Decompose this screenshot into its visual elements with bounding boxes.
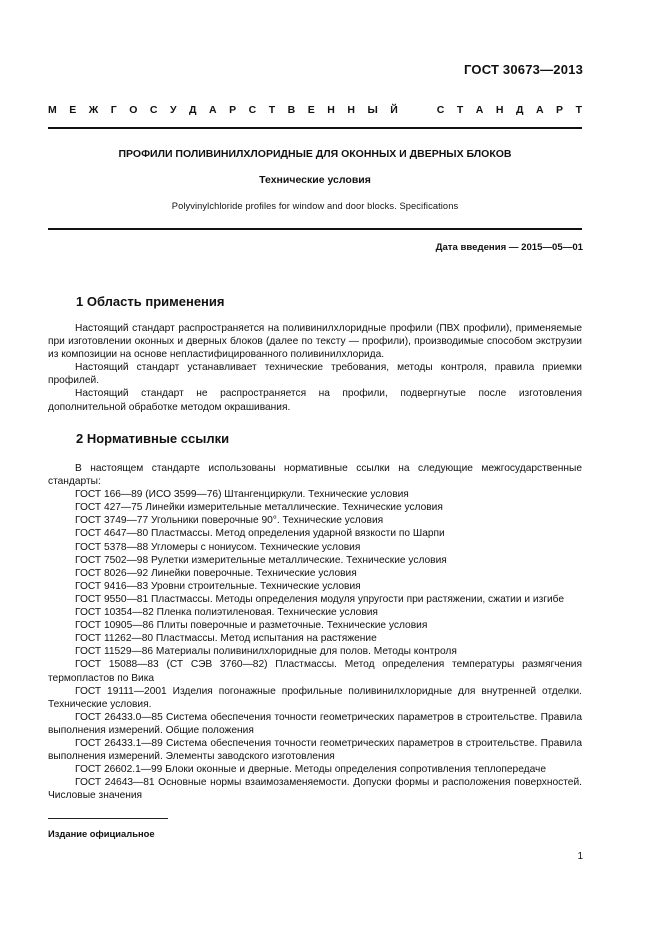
reference-item: ГОСТ 3749—77 Угольники поверочные 90°. Технические условия [75, 515, 384, 527]
reference-item: ГОСТ 26433.0—85 Система обеспечения точности геометрических параметров в строительстве. Правила выполнения измерений. Общие положения [48, 711, 582, 736]
paragraph: Настоящий стандарт распространяется на поливинилхлоридные профили (ПВХ профили), применяемые при изготовлении оконных и дверных блоков (далее по тексту — профили), производимые способом экструзии из композиции на основе непластифицированного поливинилхлорида. [48, 323, 582, 361]
introduction-date: Дата введения — 2015—05—01 [435, 242, 583, 253]
banner-letter: Е [69, 104, 77, 116]
banner-letter: Н [347, 104, 355, 116]
banner-letter: Н [495, 104, 504, 116]
page-number: 1 [577, 851, 583, 862]
reference-item: ГОСТ 4647—80 Пластмассы. Метод определения ударной вязкости по Шарпи [75, 528, 445, 540]
banner-letter: С [149, 104, 158, 116]
banner-letter: А [535, 104, 544, 116]
title-rule [48, 228, 582, 230]
banner-letter: Г [110, 104, 117, 116]
banner-letter: Т [575, 104, 582, 116]
banner-letter: У [169, 104, 177, 116]
banner-letter: Д [189, 104, 197, 116]
document-title: ПРОФИЛИ ПОЛИВИНИЛХЛОРИДНЫЕ ДЛЯ ОКОННЫХ И ДВЕРНЫХ БЛОКОВ [118, 148, 512, 160]
paragraph: Настоящий стандарт не распространяется на профили, подвергнутые после изготовления дополнительной обработке методом окрашивания. [48, 388, 582, 413]
banner-letter: Ы [367, 104, 378, 116]
reference-item: ГОСТ 11262—80 Пластмассы. Метод испытания на растяжение [75, 633, 377, 645]
banner-letter: Р [229, 104, 237, 116]
reference-item: ГОСТ 5378—88 Угломеры с нониусом. Технические условия [75, 541, 361, 553]
banner-letter: Т [268, 104, 276, 116]
banner-letter: С [436, 104, 445, 116]
reference-item: ГОСТ 8026—92 Линейки поверочные. Технические условия [75, 567, 357, 579]
reference-item: ГОСТ 26602.1—99 Блоки оконные и дверные. Методы определения сопротивления теплопередаче [75, 764, 546, 776]
reference-item: ГОСТ 9550—81 Пластмассы. Методы определения модуля упругости при растяжении, сжатии и изгибе [75, 593, 565, 605]
reference-item: ГОСТ 15088—83 (СТ СЭВ 3760—82) Пластмассы. Метод определения температуры размягчения термопластов по Вика [48, 659, 582, 684]
banner-letter: Й [390, 104, 398, 116]
interstate-standard-banner [48, 104, 582, 116]
reference-item: ГОСТ 24643—81 Основные нормы взаимозаменяемости. Допуски формы и расположения поверхностей. Числовые значения [48, 777, 582, 802]
reference-item: ГОСТ 427—75 Линейки измерительные металлические. Технические условия [75, 502, 443, 514]
reference-item: ГОСТ 10905—86 Плиты поверочные и разметочные. Технические условия [75, 620, 428, 632]
footer-rule [48, 818, 168, 819]
document-title-english: Polyvinylchloride profiles for window and door blocks. Specifications [171, 201, 459, 211]
reference-item: ГОСТ 9416—83 Уровни строительные. Технические условия [75, 580, 361, 592]
section-2-heading: 2 Нормативные ссылки [76, 431, 230, 446]
paragraph: Настоящий стандарт устанавливает технические требования, методы контроля, правила приемки профилей. [48, 362, 582, 387]
reference-item: ГОСТ 26433.1—89 Система обеспечения точности геометрических параметров в строительстве. Правила выполнения измерений. Элементы заводского изготовления [48, 737, 582, 763]
reference-item: ГОСТ 7502—98 Рулетки измерительные металлические. Технические условия [75, 554, 447, 566]
banner-letter: Е [307, 104, 315, 116]
banner-letter: Т [456, 104, 464, 116]
banner-letter: С [248, 104, 257, 116]
reference-item: ГОСТ 11529—86 Материалы поливинилхлоридные для полов. Методы контроля [75, 646, 457, 658]
reference-item: ГОСТ 166—89 (ИСО 3599—76) Штангенциркули. Технические условия [75, 489, 409, 501]
section-1-heading: 1 Область применения [76, 294, 225, 309]
header-rule [48, 127, 582, 129]
reference-item: ГОСТ 10354—82 Пленка полиэтиленовая. Технические условия [75, 607, 378, 619]
banner-letter: О [129, 104, 138, 116]
banner-letter: М [48, 104, 57, 116]
edition-label: Издание официальное [48, 828, 155, 839]
section-1-body [48, 322, 582, 414]
banner-letter: А [475, 104, 484, 116]
document-code: ГОСТ 30673—2013 [464, 62, 583, 77]
banner-letter: Н [327, 104, 335, 116]
document-subtitle: Технические условия [259, 174, 371, 186]
banner-letter: В [287, 104, 296, 116]
paragraph: В настоящем стандарте использованы нормативные ссылки на следующие межгосударственные стандарты: [48, 463, 582, 488]
banner-letter: Д [515, 104, 524, 116]
banner-letter: Р [556, 104, 564, 116]
banner-letter: А [209, 104, 217, 116]
section-2-body [48, 462, 582, 802]
normative-references-list [48, 488, 582, 802]
banner-letter: Ж [88, 104, 99, 116]
banner-letter [410, 104, 424, 116]
reference-item: ГОСТ 19111—2001 Изделия погонажные профильные поливинилхлоридные для внутренней отделки. Технические условия. [48, 685, 582, 710]
